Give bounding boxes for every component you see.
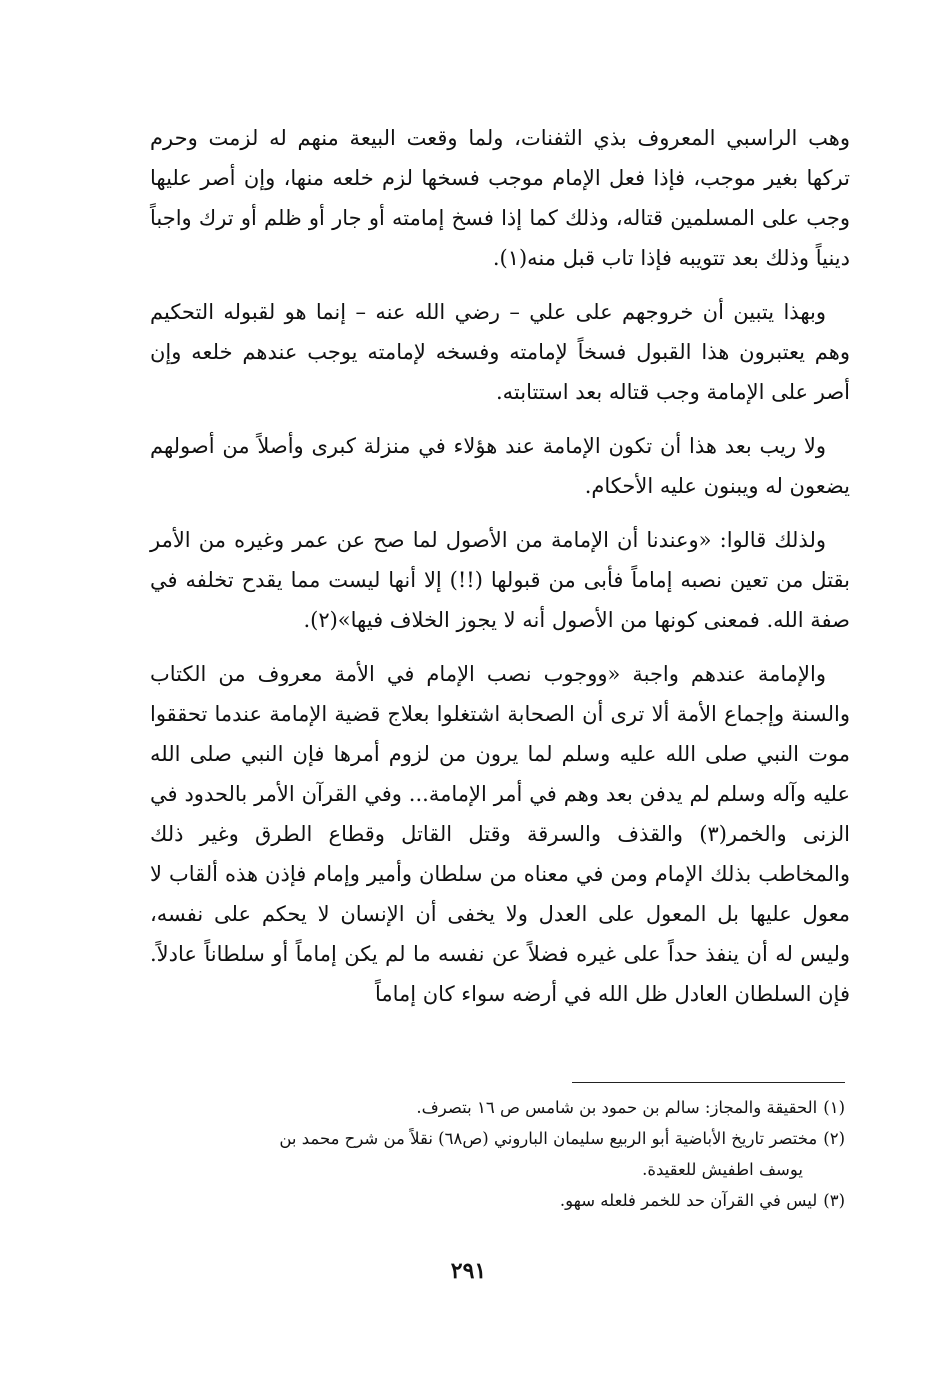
footnote-2	[140, 1123, 845, 1154]
page-number: ٢٩١	[450, 1258, 487, 1284]
footnote-number: (٣)	[823, 1191, 845, 1210]
footnote-text: الحقيقة والمجاز: سالم بن حمود بن شامس ص ١٦ بتصرف.	[416, 1098, 818, 1117]
paragraph: وهب الراسبي المعروف بذي الثفنات، ولما وقعت البيعة منهم له لزمت وحرم تركها بغير موجب، فإذا فعل الإمام موجب فسخها لزم خلعه منها، وإن أصر عليها وجب على المسلمين قتاله، وذلك كما إذا فسخ إمامته أو جار أو ظلم أو ترك واجباً دينياً وذلك بعد تتويبه فإذا تاب قبل منه(١).	[150, 126, 850, 270]
footnote-1	[140, 1092, 845, 1123]
footnote-2-continuation: يوسف اطفيش للعقيدة.	[642, 1160, 803, 1179]
footnote-text: ليس في القرآن حد للخمر فلعله سهو.	[559, 1191, 818, 1210]
paragraph: ولا ريب بعد هذا أن تكون الإمامة عند هؤلاء في منزلة كبرى وأصلاً من أصولهم يضعون له ويبنون عليه الأحكام.	[150, 434, 850, 498]
main-text	[150, 118, 850, 1028]
footnote-text: مختصر تاريخ الأباضية أبو الربيع سليمان الباروني (ص٦٨) نقلاً من شرح محمد بن	[279, 1129, 818, 1148]
paragraph: والإمامة عندهم واجبة «ووجوب نصب الإمام في الأمة معروف من الكتاب والسنة وإجماع الأمة ألا ترى أن الصحابة اشتغلوا بعلاج قضية الإمامة عندما تحققوا موت النبي صلى الله عليه وسلم لما يرون من لزوم أمرها فإن النبي صلى الله عليه وآله وسلم لم يدفن بعد وهم في أمر الإمامة... وفي القرآن الأمر بالحدود في الزنى والخمر(٣) والقذف والسرقة وقتل القاتل وقطاع الطرق وغير ذلك والمخاطب بذلك الإمام ومن في معناه من سلطان وأمير وإمام فإذن هذه ألقاب لا معول عليها بل المعول على العدل ولا يخفى أن الإنسان لا يحكم على نفسه، وليس له أن ينفذ حداً على غيره فضلاً عن نفسه ما لم يكن إماماً أو سلطاناً عادلاً. فإن السلطان العادل ظل الله في أرضه سواء كان إماماً	[150, 662, 850, 1006]
footnote-divider	[572, 1082, 845, 1083]
footnotes	[140, 1092, 845, 1216]
paragraph: وبهذا يتبين أن خروجهم على علي – رضي الله عنه – إنما هو لقبوله التحكيم وهم يعتبرون هذا القبول فسخاً لإمامته وفسخه لإمامته يوجب عندهم خلعه وإن أصر على الإمامة وجب قتاله بعد استتابته.	[150, 300, 850, 404]
paragraph: ولذلك قالوا: «وعندنا أن الإمامة من الأصول لما صح عن عمر وغيره من الأمر بقتل من تعين نصبه إماماً فأبى من قبولها (!!) إلا أنها ليست مما يقدح تخلفه في صفة الله. فمعنى كونها من الأصول أنه لا يجوز الخلاف فيها»(٢).	[150, 528, 850, 632]
footnote-number: (٢)	[823, 1129, 845, 1148]
footnote-number: (١)	[823, 1098, 845, 1117]
footnote-3	[140, 1185, 845, 1216]
